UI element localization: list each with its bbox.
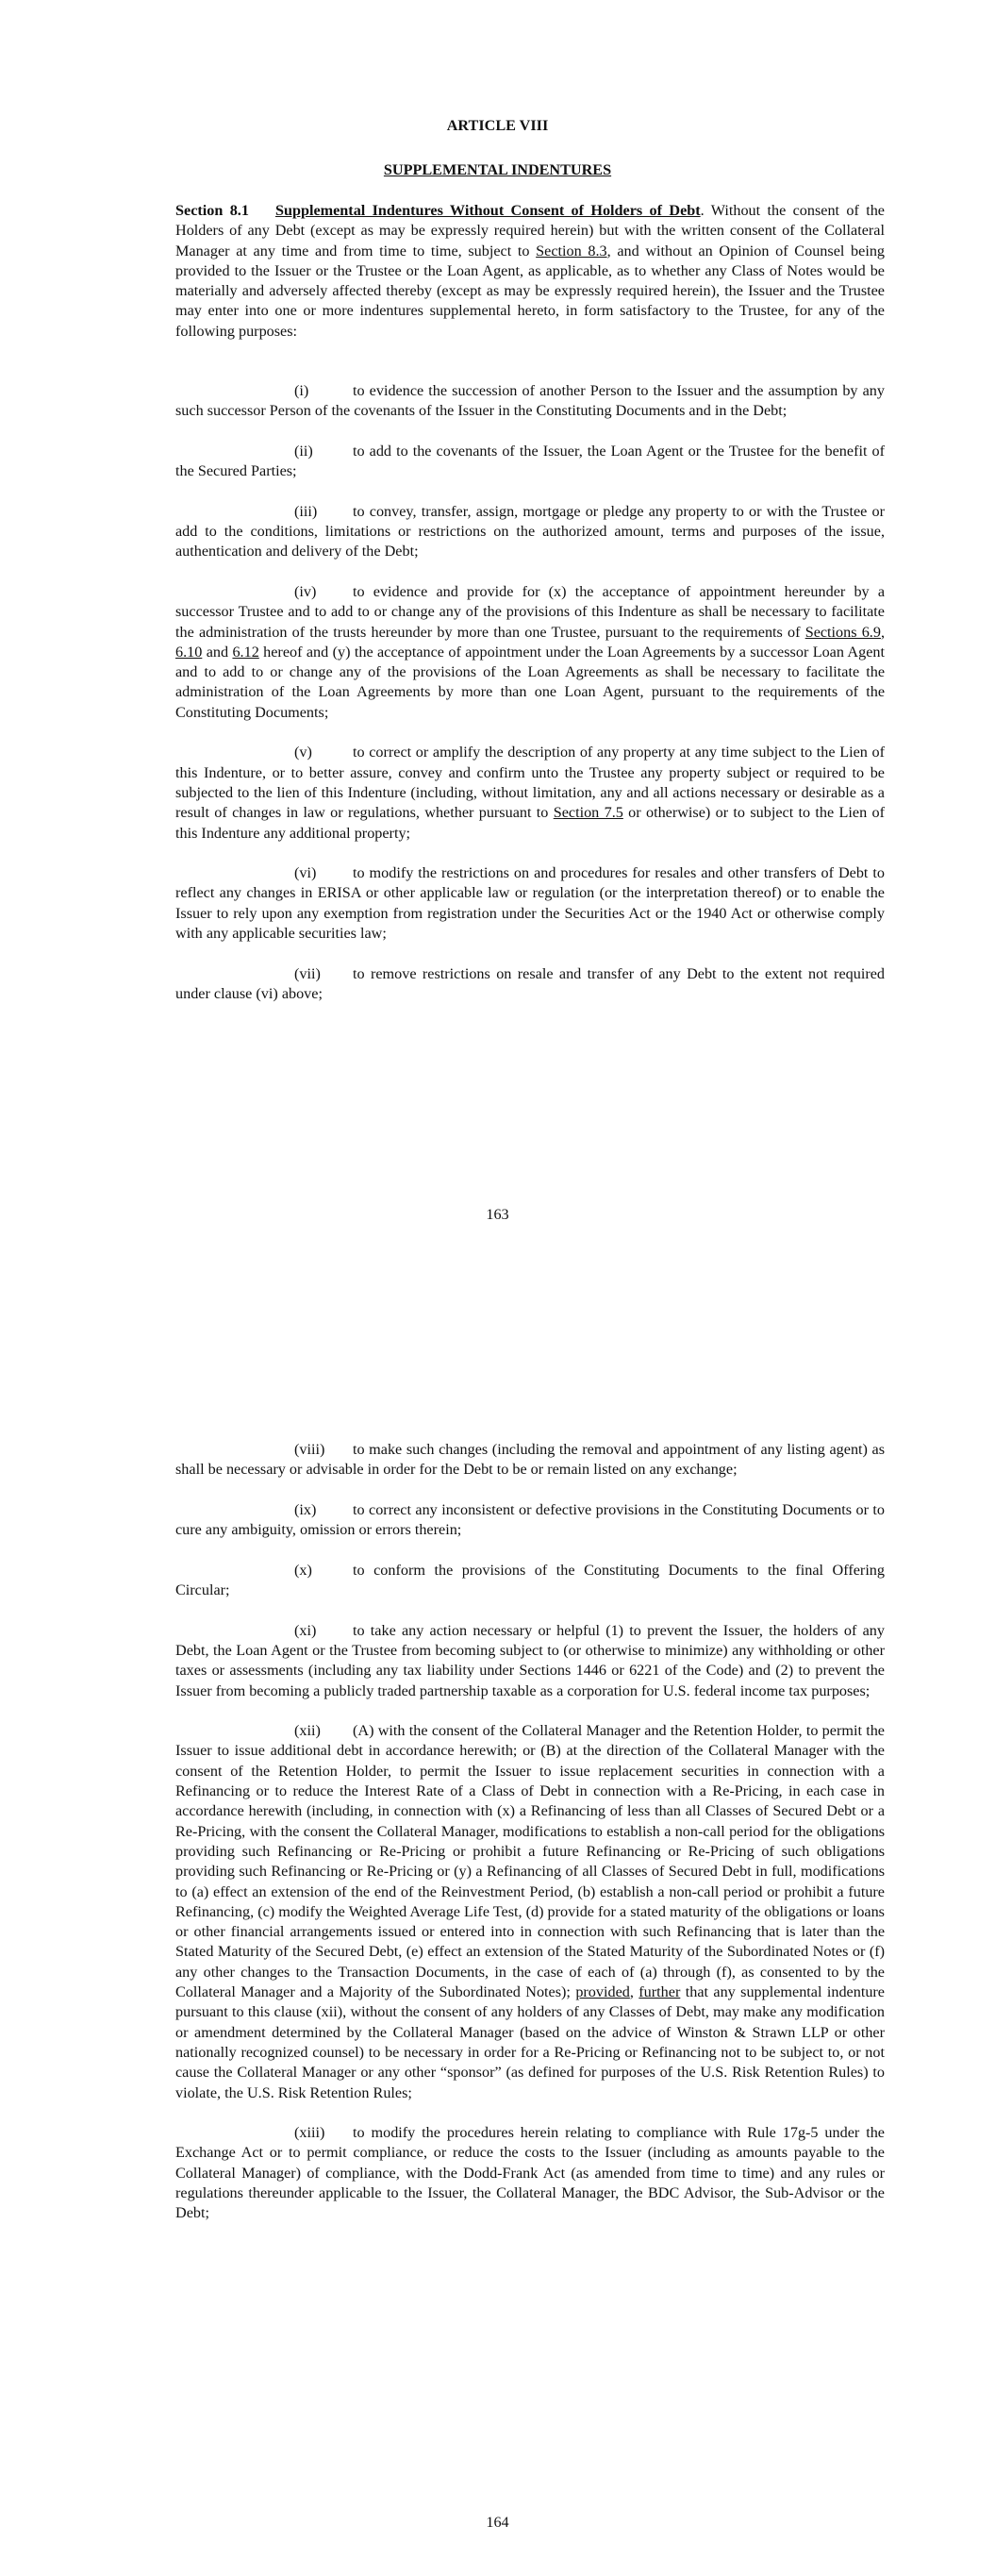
section-8-1-intro: Section 8.1 Supplemental Indentures Without Consent of Holders of Debt. Without the consent of the Holders of any Debt (except as may be expressly required herein) but with the written consent of the Collateral Manager at any time and from time to time, subject to Section 8.3, and without an Opinion of Counsel being provided to the Issuer or the Trustee or the Loan Agent, as applicable, as to whether any Class of Notes would be materially and adversely affected thereby (except as may be expressly required herein), the Issuer and the Trustee may enter into one or more indentures supplemental hereto, in form satisfactory to the Trustee, for any of the following purposes: — [175, 202, 886, 340]
ref-section-7-5: Section 7.5 — [553, 804, 623, 822]
article-subtitle: SUPPLEMENTAL INDENTURES — [383, 161, 612, 178]
article-title: ARTICLE VIII — [446, 117, 549, 134]
clause-vii: (vii) to remove restrictions on resale and transfer of any Debt to the extent not required under clause (vi) above; — [175, 964, 885, 1002]
clause-iv: (iv) to evidence and provide for (x) the acceptance of appointment hereunder by a successor Trustee and to add to or change any of the provisions of this Indenture as shall be necessary to facilitate the administration of the trusts hereunder by more than one Trustee, pursuant to the requirements of Sections 6.9, 6.10 and 6.12 hereof and (y) the acceptance of appointment under the Loan Agreements by a successor Loan Agent and to add to or change any of the provisions of the Loan Agreements as shall be necessary to facilitate the administration of the Loan Agreements by more than one Loan Agent, pursuant to the requirements of the Constituting Documents; — [175, 582, 885, 721]
clause-i: (i) to evidence the succession of another Person to the Issuer and the assumption by any such successor Person of the covenants of the Issuer in the Constituting Documents and in the Debt; — [175, 382, 885, 420]
clause-viii: (viii) to make such changes (including the removal and appointment of any listing agent) as shall be necessary or advisable in order for the Debt to be or remain listed on any exchange; — [175, 1441, 885, 1479]
section-number: Section 8.1 — [175, 202, 249, 219]
ref-section-6-10: 6.10 — [175, 643, 203, 661]
clause-ii: (ii) to add to the covenants of the Issuer, the Loan Agent or the Trustee for the benefit of the Secured Parties; — [175, 442, 885, 480]
section-title: Supplemental Indentures Without Consent of Holders of Debt — [274, 202, 701, 219]
section-ref: Section 8.3 — [536, 242, 607, 259]
further-term: further — [638, 1983, 681, 2001]
clause-x: (x) to conform the provisions of the Constituting Documents to the final Offering Circular; — [175, 1561, 885, 1599]
ref-section-6-12: 6.12 — [232, 643, 259, 661]
page-number: 163 — [486, 1206, 509, 1223]
clause-xi: (xi) to take any action necessary or helpful (1) to prevent the Issuer, the holders of any Debt, the Loan Agent or the Trustee from becoming subject to (or otherwise to minimize) any withholding or other taxes or assessments (including any tax liability under Sections 1446 or 6221 of the Code) and (2) to prevent the Issuer from becoming a publicly traded partnership taxable as a corporation for U.S. federal income tax purposes; — [175, 1621, 885, 1699]
ref-section-6-9: Sections 6.9 — [804, 623, 881, 641]
section-8-1-list-b — [175, 1440, 885, 2244]
clause-iii: (iii) to convey, transfer, assign, mortgage or pledge any property to or with the Trustee or add to the conditions, limitations or restrictions on the authorized amount, terms and purposes of the issue, authentication and delivery of the Debt; — [175, 502, 885, 560]
clause-vi: (vi) to modify the restrictions on and procedures for resales and other transfers of Debt to reflect any changes in ERISA or other applicable law or regulation (or the interpretation thereof) or to enable the Issuer to rely upon any exemption from registration under the Securities Act or the 1940 Act or otherwise comply with any applicable securities law; — [175, 864, 885, 943]
clause-ix: (ix) to correct any inconsistent or defective provisions in the Constituting Documents or to cure any ambiguity, omission or errors therein; — [175, 1500, 885, 1539]
clause-xiii: (xiii) to modify the procedures herein relating to compliance with Rule 17g-5 under the Exchange Act or to permit compliance, or reduce the costs to the Issuer (including as amounts payable to the Collateral Manager) of compliance, with the Dodd-Frank Act (as amended from time to time) and any rules or regulations thereunder applicable to the Issuer, the Collateral Manager, the BDC Advisor, the Sub-Advisor or the Debt; — [175, 2124, 885, 2222]
page-164 — [0, 1340, 995, 2576]
provided-term: provided — [575, 1983, 630, 2001]
clause-v: (v) to correct or amplify the description of any property at any time subject to the Lien of this Indenture, or to better assure, convey and confirm unto the Trustee any property subject or required to be subjected to the lien of this Indenture (including, without limitation, any and all actions necessary or desirable as a result of changes in law or regulations, whether pursuant to Section 7.5 or otherwise) or to subject to the Lien of this Indenture any additional property; — [175, 744, 886, 842]
page-number: 164 — [486, 2514, 509, 2531]
clause-xii: (xii) (A) with the consent of the Collateral Manager and the Retention Holder, to permit the Issuer to issue additional debt in accordance herewith; or (B) at the direction of the Collateral Manager with the consent of the Retention Holder, to permit the Issuer to issue replacement securities in connection with a Refinancing or to reduce the Interest Rate of a Class of Debt in connection with a Re-Pricing, in each case in accordance herewith (including, in connection with (x) a Refinancing of less than all Classes of Secured Debt or a Re-Pricing, with the consent the Collateral Manager, modifications to establish a non-call period for the obligations providing such Refinancing or Re-Pricing or prohibit a future Refinancing or Re-Pricing of such obligations providing such Refinancing or Re-Pricing or (y) a Refinancing of all Classes of Secured Debt in full, modifications to (a) effect an extension of the end of the Reinvestment Period, (b) establish a non-call period or prohibit a future Refinancing, (c) modify the Weighted Average Life Test, (d) provide for a stated maturity of the obligations or loans or other financial arrangements issued or entered into in connection with such Refinancing that is later than the Stated Maturity of the Secured Debt, (e) effect an extension of the Stated Maturity of the Subordinated Notes or (f) any other changes to the Transaction Documents, in the case of each of (a) through (f), as consented to by the Collateral Manager and a Majority of the Subordinated Notes); provided, further that any supplemental indenture pursuant to this clause (xii), without the consent of any holders of any Classes of Debt, may make any modification or amendment determined by the Collateral Manager (based on the advice of Winston & Strawn LLP or other nationally recognized counsel) to be necessary in order for a Re-Pricing or Refinancing not to be subject to, or not cause the Collateral Manager or any other “sponsor” (as defined for purposes of the U.S. Risk Retention Rules) to violate, the U.S. Risk Retention Rules; — [175, 1722, 885, 2101]
section-8-1-list-a — [175, 381, 885, 1025]
